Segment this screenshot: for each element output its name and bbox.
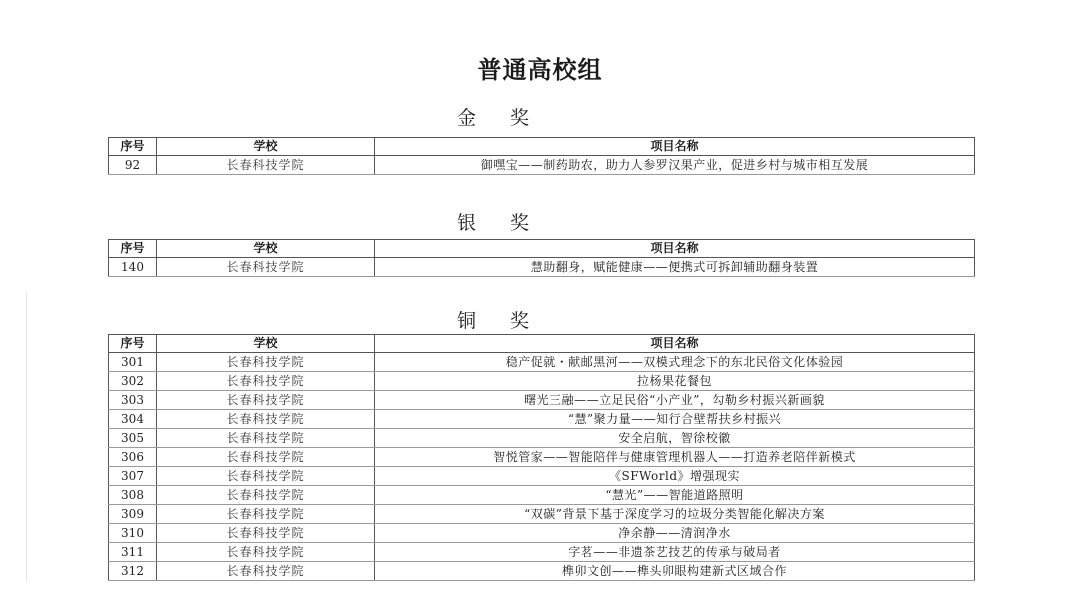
gold-award-heading: 金 奖 [456, 107, 544, 129]
table-row [109, 372, 975, 391]
row-school: 长春科技学院 [157, 486, 375, 505]
scan-edge-line [26, 292, 27, 582]
row-project: “慧光”——智能道路照明 [375, 486, 975, 505]
table-row [109, 543, 975, 562]
row-school: 长春科技学院 [157, 448, 375, 467]
bronze-award-table [108, 334, 975, 581]
row-num: 309 [109, 505, 157, 524]
row-num: 92 [109, 156, 157, 175]
row-school: 长春科技学院 [157, 543, 375, 562]
column-header-num: 序号 [109, 138, 157, 156]
table-row [109, 391, 975, 410]
row-num: 301 [109, 353, 157, 372]
row-num: 310 [109, 524, 157, 543]
row-school: 长春科技学院 [157, 505, 375, 524]
row-school: 长春科技学院 [157, 353, 375, 372]
bronze-award-heading: 铜 奖 [456, 310, 544, 332]
column-header-num: 序号 [109, 240, 157, 258]
table-header-row [109, 335, 975, 353]
row-num: 308 [109, 486, 157, 505]
row-num: 311 [109, 543, 157, 562]
row-num: 312 [109, 562, 157, 581]
row-project: 稳产促就・献邮黑河——双模式理念下的东北民俗文化体验园 [375, 353, 975, 372]
row-num: 306 [109, 448, 157, 467]
table-row [109, 486, 975, 505]
row-project: “双碳”背景下基于深度学习的垃圾分类智能化解决方案 [375, 505, 975, 524]
column-header-school: 学校 [157, 335, 375, 353]
row-school: 长春科技学院 [157, 391, 375, 410]
column-header-project: 项目名称 [375, 240, 975, 258]
row-project: 榫卯文创——榫头卯眼构建新式区域合作 [375, 562, 975, 581]
table-row [109, 410, 975, 429]
column-header-school: 学校 [157, 138, 375, 156]
page-title: 普通高校组 [477, 55, 603, 84]
row-num: 303 [109, 391, 157, 410]
row-project: 安全启航，智徐校徽 [375, 429, 975, 448]
row-school: 长春科技学院 [157, 410, 375, 429]
column-header-project: 项目名称 [375, 335, 975, 353]
row-num: 305 [109, 429, 157, 448]
row-project: 智悦管家——智能陪伴与健康管理机器人——打造养老陪伴新模式 [375, 448, 975, 467]
row-school: 长春科技学院 [157, 156, 375, 175]
column-header-project: 项目名称 [375, 138, 975, 156]
table-row [109, 156, 975, 175]
row-school: 长春科技学院 [157, 258, 375, 277]
row-project: 净余静——清润净水 [375, 524, 975, 543]
row-school: 长春科技学院 [157, 467, 375, 486]
table-row [109, 353, 975, 372]
table-row [109, 448, 975, 467]
row-project: 御嘿宝——制药助农，助力人参罗汉果产业，促进乡村与城市相互发展 [375, 156, 975, 175]
table-row [109, 524, 975, 543]
table-row [109, 505, 975, 524]
gold-award-table [108, 137, 975, 175]
column-header-school: 学校 [157, 240, 375, 258]
silver-award-table [108, 239, 975, 277]
table-header-row [109, 240, 975, 258]
row-num: 304 [109, 410, 157, 429]
column-header-num: 序号 [109, 335, 157, 353]
row-project: 慧助翻身，赋能健康——便携式可拆卸辅助翻身装置 [375, 258, 975, 277]
row-project: 字茗——非遗茶艺技艺的传承与破局者 [375, 543, 975, 562]
row-project: “慧”聚力量——知行合壁帮扶乡村振兴 [375, 410, 975, 429]
row-school: 长春科技学院 [157, 524, 375, 543]
row-project: 《SFWorld》增强现实 [375, 467, 975, 486]
row-num: 307 [109, 467, 157, 486]
silver-award-heading: 银 奖 [456, 212, 544, 234]
row-project: 曙光三融——立足民俗“小产业”，勾勒乡村振兴新画貌 [375, 391, 975, 410]
row-project: 拉杨果花餐包 [375, 372, 975, 391]
table-row [109, 562, 975, 581]
row-num: 302 [109, 372, 157, 391]
row-school: 长春科技学院 [157, 429, 375, 448]
row-school: 长春科技学院 [157, 372, 375, 391]
row-num: 140 [109, 258, 157, 277]
table-header-row [109, 138, 975, 156]
row-school: 长春科技学院 [157, 562, 375, 581]
table-row [109, 258, 975, 277]
table-row [109, 467, 975, 486]
table-row [109, 429, 975, 448]
